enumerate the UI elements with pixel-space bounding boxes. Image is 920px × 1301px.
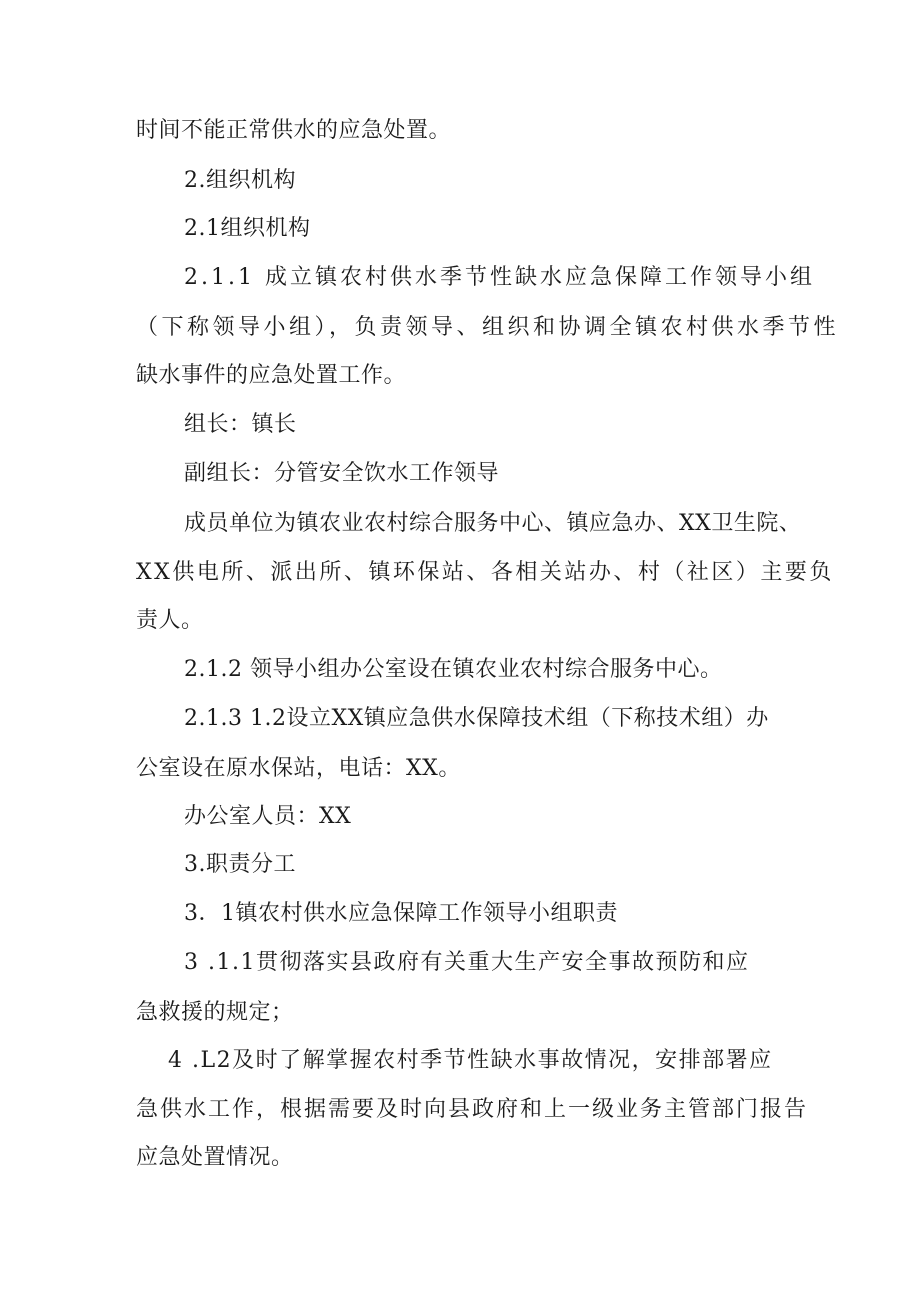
paragraph-line: 时间不能正常供水的应急处置。 [136, 118, 452, 143]
paragraph-line: 责人。 [136, 608, 204, 633]
paragraph-line: 公室设在原水保站，电话：XX。 [136, 756, 461, 781]
subsection-heading: 3．1镇农村供水应急保障工作领导小组职责 [184, 901, 618, 926]
paragraph-line: 3 .1.1贯彻落实县政府有关重大生产安全事故预防和应 [184, 950, 750, 975]
paragraph-line: 2.1.1 成立镇农村供水季节性缺水应急保障工作领导小组 [184, 265, 815, 290]
paragraph-line: 急供水工作，根据需要及时向县政府和上一级业务主管部门报告 [136, 1097, 809, 1122]
subsection-heading: 2.1组织机构 [184, 216, 311, 241]
paragraph-line: 2.1.2 领导小组办公室设在镇农业农村综合服务中心。 [184, 657, 723, 682]
paragraph-line: 急救援的规定； [136, 1000, 294, 1025]
paragraph-line: 组长：镇长 [184, 412, 297, 437]
paragraph-line: 成员单位为镇农业农村综合服务中心、镇应急办、XX卫生院、 [184, 511, 802, 536]
section-heading: 2.组织机构 [184, 168, 296, 193]
paragraph-line: 副组长：分管安全饮水工作领导 [184, 461, 500, 486]
paragraph-line: 2.1.3 1.2设立XX镇应急供水保障技术组（下称技术组）办 [184, 706, 769, 731]
paragraph-line: （下称领导小组），负责领导、组织和协调全镇农村供水季节性 [136, 315, 840, 340]
section-heading: 3.职责分工 [184, 852, 296, 877]
paragraph-line: 办公室人员：XX [184, 804, 352, 829]
paragraph-line: 缺水事件的应急处置工作。 [136, 363, 407, 388]
paragraph-line: 4 .L2及时了解掌握农村季节性缺水事故情况，安排部署应 [168, 1048, 773, 1073]
paragraph-line: 应急处置情况。 [136, 1145, 294, 1170]
paragraph-line: XX供电所、派出所、镇环保站、各相关站办、村（社区）主要负 [136, 560, 834, 585]
